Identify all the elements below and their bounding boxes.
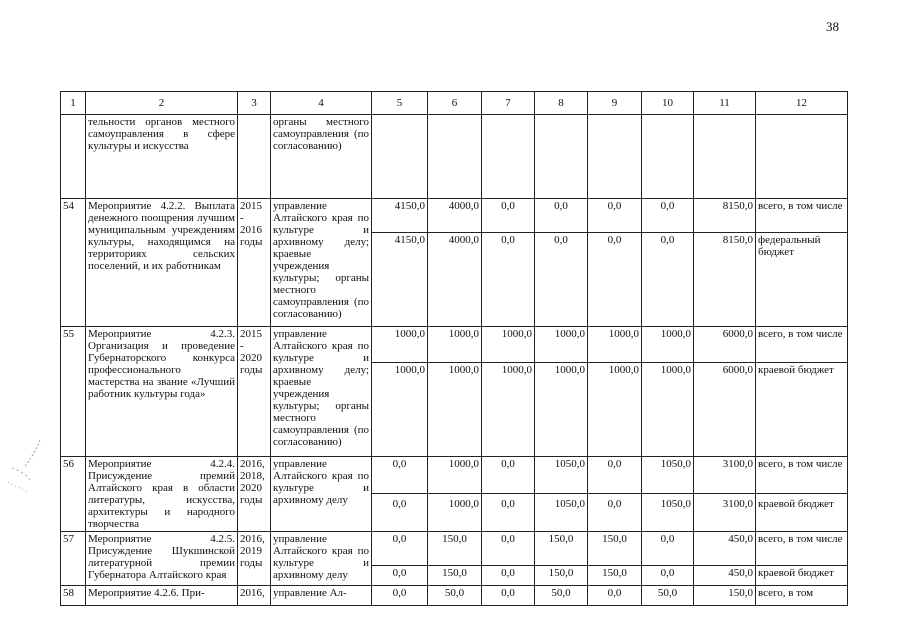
value-cell: 0,0 bbox=[482, 233, 535, 327]
value-cell: 1000,0 bbox=[428, 493, 482, 531]
row-number: 54 bbox=[61, 199, 86, 327]
activity-name: Мероприятие 4.2.5. Присуждение Шукшинской литературной премии Губернатора Алтайского края bbox=[86, 532, 238, 586]
years: 2015 - 2016 годы bbox=[238, 199, 271, 327]
funding-source: краевой бюджет bbox=[756, 363, 848, 457]
column-header: 1 bbox=[61, 92, 86, 115]
value-cell: 1000,0 bbox=[372, 327, 428, 363]
column-header: 11 bbox=[694, 92, 756, 115]
value-cell: 0,0 bbox=[535, 199, 588, 233]
value-cell: 1050,0 bbox=[642, 457, 694, 494]
executor: органы местного самоуправления (по согласованию) bbox=[271, 115, 372, 199]
value-cell: 50,0 bbox=[642, 586, 694, 606]
value-cell: 1000,0 bbox=[535, 327, 588, 363]
activity-name: Мероприятие 4.2.3. Организация и проведение Губернаторского конкурса профессионального мастерства на звание «Лучший работник культуры года» bbox=[86, 327, 238, 457]
value-cell: 1000,0 bbox=[482, 363, 535, 457]
value-cell: 0,0 bbox=[482, 532, 535, 566]
value-cell: 150,0 bbox=[535, 566, 588, 586]
funding-source: всего, в том числе bbox=[756, 532, 848, 566]
funding-source: федеральный бюджет bbox=[756, 233, 848, 327]
value-cell: 0,0 bbox=[372, 493, 428, 531]
column-header: 6 bbox=[428, 92, 482, 115]
column-header: 4 bbox=[271, 92, 372, 115]
value-cell: 0,0 bbox=[482, 493, 535, 531]
value-cell: 0,0 bbox=[642, 566, 694, 586]
value-cell: 1000,0 bbox=[482, 327, 535, 363]
value-cell: 1000,0 bbox=[428, 363, 482, 457]
value-cell: 0,0 bbox=[588, 493, 642, 531]
column-header: 3 bbox=[238, 92, 271, 115]
activity-name: Мероприятие 4.2.6. При- bbox=[86, 586, 238, 606]
column-header: 2 bbox=[86, 92, 238, 115]
value-cell: 0,0 bbox=[642, 532, 694, 566]
value-cell: 50,0 bbox=[535, 586, 588, 606]
value-cell: 1000,0 bbox=[642, 363, 694, 457]
value-cell: 0,0 bbox=[535, 233, 588, 327]
funding-source: краевой бюджет bbox=[756, 566, 848, 586]
row-number: 56 bbox=[61, 457, 86, 532]
value-cell: 0,0 bbox=[482, 199, 535, 233]
activity-name: тельности органов местного самоуправления в сфере культуры и искусства bbox=[86, 115, 238, 199]
value-cell: 0,0 bbox=[642, 233, 694, 327]
value-cell: 1000,0 bbox=[535, 363, 588, 457]
activity-name: Мероприятие 4.2.2. Выплата денежного поощрения лучшим муниципальным учреждениям культуры, находящимся на территориях сельских поселений, и их работникам bbox=[86, 199, 238, 327]
executor: управление Алтайского края по культуре и архивному делу bbox=[271, 457, 372, 532]
value-cell: 1050,0 bbox=[642, 493, 694, 531]
activity-name: Мероприятие 4.2.4. Присуждение премий Алтайского края в области литературы, искусства, архитектуры и народного творчества bbox=[86, 457, 238, 532]
value-cell: 0,0 bbox=[372, 532, 428, 566]
scan-pen-marks bbox=[0, 430, 60, 510]
value-cell: 1000,0 bbox=[428, 457, 482, 494]
value-cell: 1000,0 bbox=[372, 363, 428, 457]
table-row bbox=[61, 327, 848, 363]
column-header: 12 bbox=[756, 92, 848, 115]
total-cell: 450,0 bbox=[694, 532, 756, 566]
value-cell: 0,0 bbox=[372, 566, 428, 586]
value-cell: 1000,0 bbox=[642, 327, 694, 363]
executor: управление Алтайского края по культуре и архивному делу bbox=[271, 532, 372, 586]
value-cell: 0,0 bbox=[482, 586, 535, 606]
value-cell: 4150,0 bbox=[372, 233, 428, 327]
column-header: 7 bbox=[482, 92, 535, 115]
table-row bbox=[61, 199, 848, 233]
value-cell: 4000,0 bbox=[428, 199, 482, 233]
funding-source: всего, в том числе bbox=[756, 199, 848, 233]
total-cell: 6000,0 bbox=[694, 327, 756, 363]
page-number: 38 bbox=[826, 19, 839, 34]
executor: управление Алтайского края по культуре и архивному делу; краевые учреждения культуры; органы местного самоуправления (по согласованию) bbox=[271, 199, 372, 327]
value-cell: 50,0 bbox=[428, 586, 482, 606]
value-cell: 0,0 bbox=[482, 566, 535, 586]
table-row bbox=[61, 532, 848, 566]
value-cell: 0,0 bbox=[588, 233, 642, 327]
years: 2016, 2018, 2020 годы bbox=[238, 457, 271, 532]
value-cell: 0,0 bbox=[588, 586, 642, 606]
value-cell: 0,0 bbox=[372, 586, 428, 606]
row-number: 57 bbox=[61, 532, 86, 586]
value-cell: 150,0 bbox=[535, 532, 588, 566]
column-header: 8 bbox=[535, 92, 588, 115]
value-cell: 4150,0 bbox=[372, 199, 428, 233]
column-header: 9 bbox=[588, 92, 642, 115]
value-cell: 1050,0 bbox=[535, 457, 588, 494]
total-cell: 450,0 bbox=[694, 566, 756, 586]
funding-source: краевой бюджет bbox=[756, 493, 848, 531]
value-cell: 0,0 bbox=[642, 199, 694, 233]
row-number: 55 bbox=[61, 327, 86, 457]
value-cell: 4000,0 bbox=[428, 233, 482, 327]
column-number-row bbox=[61, 92, 848, 115]
funding-source: всего, в том bbox=[756, 586, 848, 606]
value-cell: 0,0 bbox=[372, 457, 428, 494]
total-cell: 8150,0 bbox=[694, 233, 756, 327]
years: 2015 - 2020 годы bbox=[238, 327, 271, 457]
value-cell: 150,0 bbox=[428, 566, 482, 586]
continuation-row bbox=[61, 115, 848, 199]
value-cell: 150,0 bbox=[588, 532, 642, 566]
value-cell: 0,0 bbox=[482, 457, 535, 494]
column-header: 5 bbox=[372, 92, 428, 115]
value-cell: 1000,0 bbox=[588, 327, 642, 363]
years: 2016, bbox=[238, 586, 271, 606]
value-cell: 0,0 bbox=[588, 199, 642, 233]
executor: управление Алтайского края по культуре и архивному делу; краевые учреждения культуры; органы местного самоуправления (по согласованию) bbox=[271, 327, 372, 457]
row-number: 58 bbox=[61, 586, 86, 606]
value-cell: 1050,0 bbox=[535, 493, 588, 531]
value-cell: 1000,0 bbox=[428, 327, 482, 363]
table-row bbox=[61, 457, 848, 494]
total-cell: 3100,0 bbox=[694, 457, 756, 494]
funding-source: всего, в том числе bbox=[756, 457, 848, 494]
years: 2016, 2019 годы bbox=[238, 532, 271, 586]
total-cell: 3100,0 bbox=[694, 493, 756, 531]
value-cell: 150,0 bbox=[588, 566, 642, 586]
table-row bbox=[61, 586, 848, 606]
column-header: 10 bbox=[642, 92, 694, 115]
value-cell: 1000,0 bbox=[588, 363, 642, 457]
executor: управление Ал- bbox=[271, 586, 372, 606]
value-cell: 0,0 bbox=[588, 457, 642, 494]
program-table bbox=[60, 91, 848, 606]
value-cell: 150,0 bbox=[428, 532, 482, 566]
total-cell: 6000,0 bbox=[694, 363, 756, 457]
total-cell: 150,0 bbox=[694, 586, 756, 606]
funding-source: всего, в том числе bbox=[756, 327, 848, 363]
total-cell: 8150,0 bbox=[694, 199, 756, 233]
